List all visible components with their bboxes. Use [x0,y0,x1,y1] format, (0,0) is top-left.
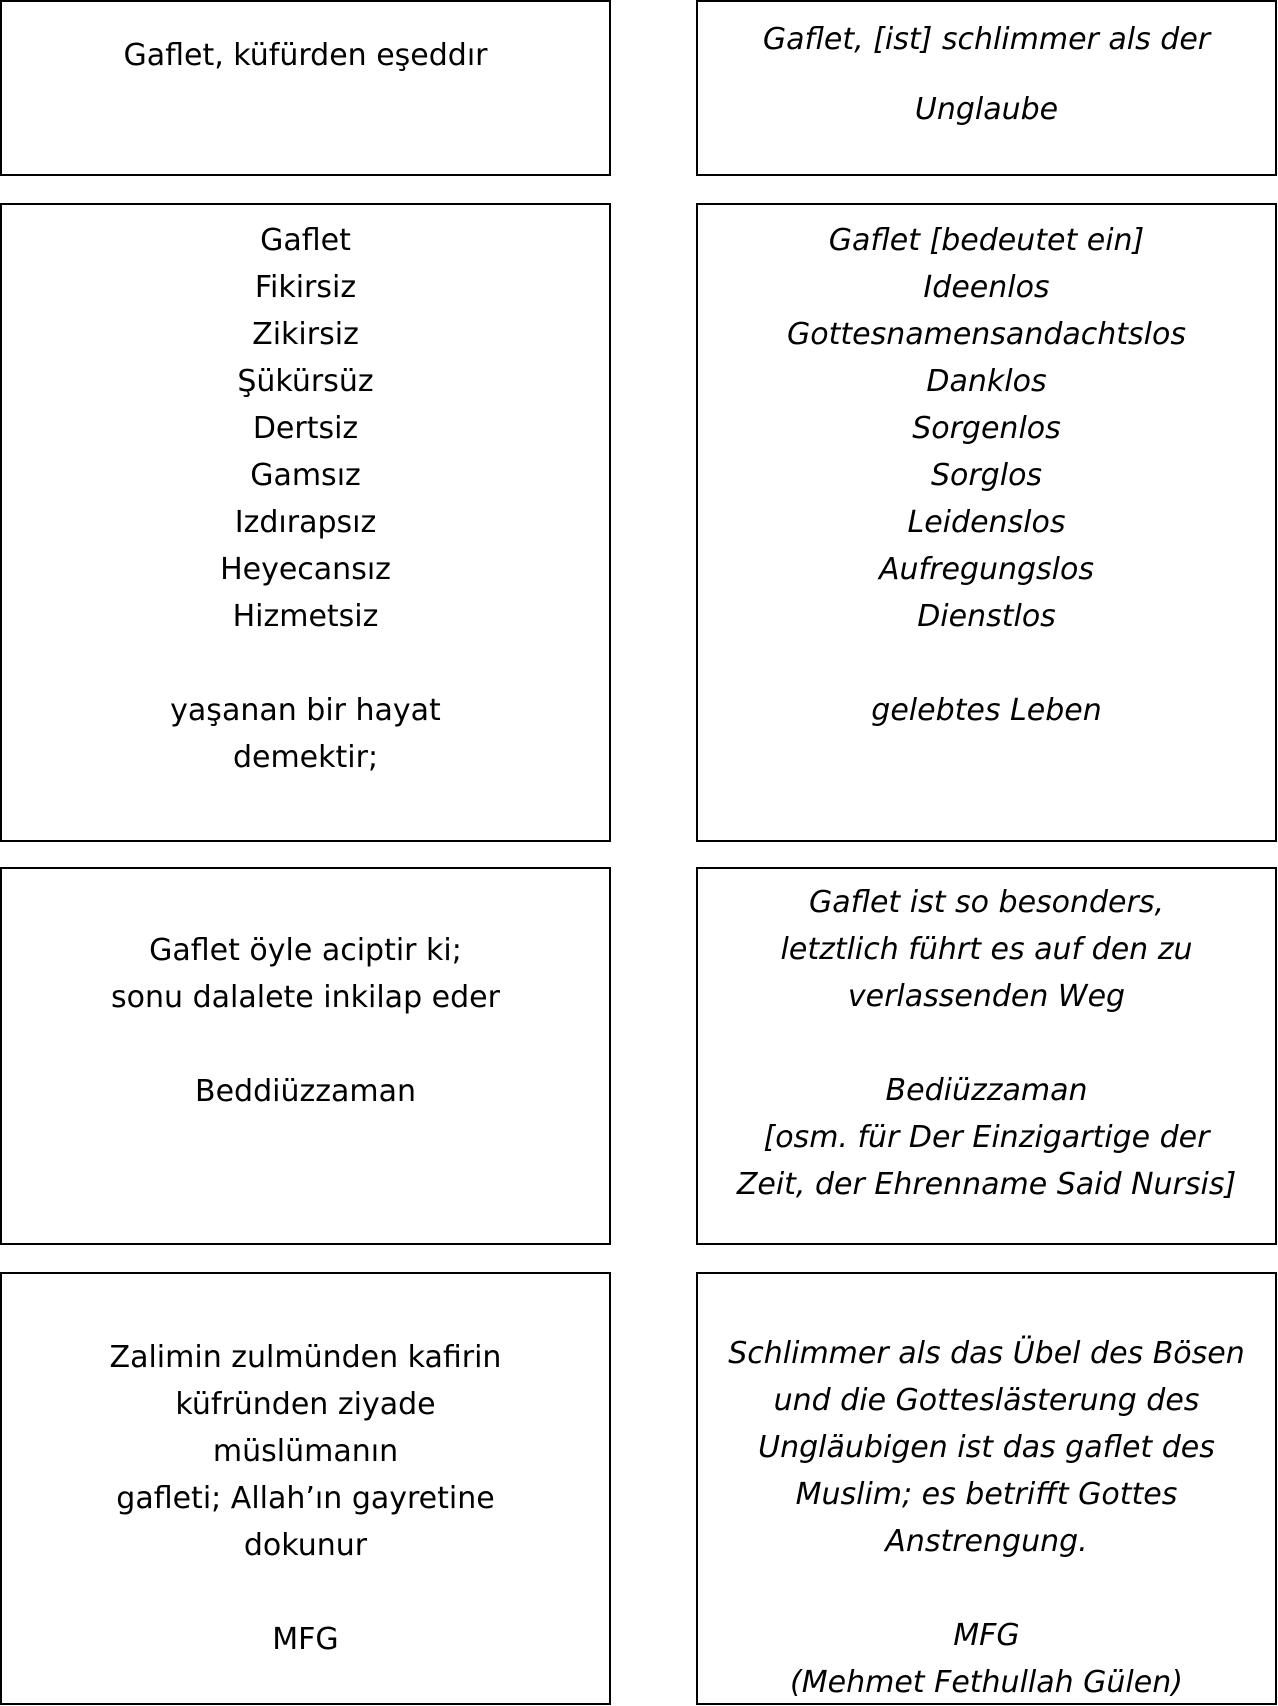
blank-line [698,1020,1275,1067]
text-line: Gottesnamensandachtslos [787,317,1186,352]
text-line: Sorgenlos [912,411,1061,446]
text-line: Heyecansız [220,552,391,587]
blank-line [698,640,1275,687]
text-line: verlassenden Weg [847,979,1126,1014]
text-line: küfründen ziyade [175,1387,436,1422]
text-line: Dienstlos [917,599,1056,634]
text-line: Gaflet ist so besonders, [808,885,1165,920]
text-line: Unglaube [914,92,1059,127]
german-box-2 [696,203,1277,842]
text-line: Ideenlos [923,270,1050,305]
text-line: Bediüzzaman [885,1073,1088,1108]
text-line: yaşanan bir hayat [170,693,441,728]
blank-line [2,1021,609,1068]
blank-line [2,640,609,687]
german-box-1 [696,0,1277,176]
text-line: Gaflet, küfürden eşeddır [123,38,488,73]
german-text-3 [698,879,1275,1208]
text-line: Fikirsiz [254,270,357,305]
text-line: Gaflet [260,223,351,258]
turkish-text-4 [2,1334,609,1663]
text-line: letztlich führt es auf den zu [780,932,1193,967]
german-box-3 [696,867,1277,1245]
text-line: Muslim; es betrifft Gottes [795,1477,1178,1512]
turkish-text-1 [2,32,609,79]
text-line: Zikirsiz [252,317,359,352]
text-line: müslümanın [212,1434,399,1469]
text-line: gafleti; Allah’ın gayretine [116,1481,495,1516]
text-line: [osm. für Der Einzigartige der [763,1120,1210,1155]
text-line: sonu dalalete inkilap eder [111,980,500,1015]
text-line: Ungläubigen ist das gaflet des [758,1430,1215,1465]
text-line: dokunur [243,1528,368,1563]
turkish-box-3 [0,867,611,1245]
german-text-2 [698,217,1275,734]
text-line: demektir; [232,740,379,775]
text-line: MFG [953,1618,1020,1653]
blank-line [2,1569,609,1616]
turkish-box-2 [0,203,611,842]
text-line: Şükürsüz [237,364,374,399]
text-line: Anstrengung. [885,1524,1088,1559]
turkish-box-4 [0,1272,611,1705]
text-line: Gaflet [bedeutet ein] [828,223,1145,258]
turkish-box-1 [0,0,611,176]
text-line: MFG [272,1622,339,1657]
text-line: Gamsız [250,458,361,493]
text-line: Hizmetsiz [232,599,379,634]
text-line: Aufregungslos [879,552,1094,587]
text-line: Gaflet öyle aciptir ki; [149,933,462,968]
text-line: Schlimmer als das Übel des Bösen [728,1336,1245,1371]
blank-line [698,1565,1275,1612]
text-line: gelebtes Leben [871,693,1102,728]
text-line: Gaflet, [ist] schlimmer als der [762,22,1211,57]
german-text-4 [698,1330,1275,1706]
german-text-1 [698,5,1275,145]
german-box-4 [696,1272,1277,1705]
text-line: und die Gotteslästerung des [773,1383,1200,1418]
text-line: Sorglos [930,458,1043,493]
text-line: Zeit, der Ehrenname Said Nursis] [736,1167,1237,1202]
text-line: Leidenslos [907,505,1066,540]
text-line: Dertsiz [252,411,359,446]
text-line: Izdırapsız [234,505,377,540]
turkish-text-3 [2,927,609,1115]
text-line: Zalimin zulmünden kafirin [109,1340,502,1375]
text-line: Danklos [926,364,1047,399]
turkish-text-2 [2,217,609,781]
text-line: (Mehmet Fethullah Gülen) [790,1665,1183,1700]
text-line: Beddiüzzaman [195,1074,416,1109]
